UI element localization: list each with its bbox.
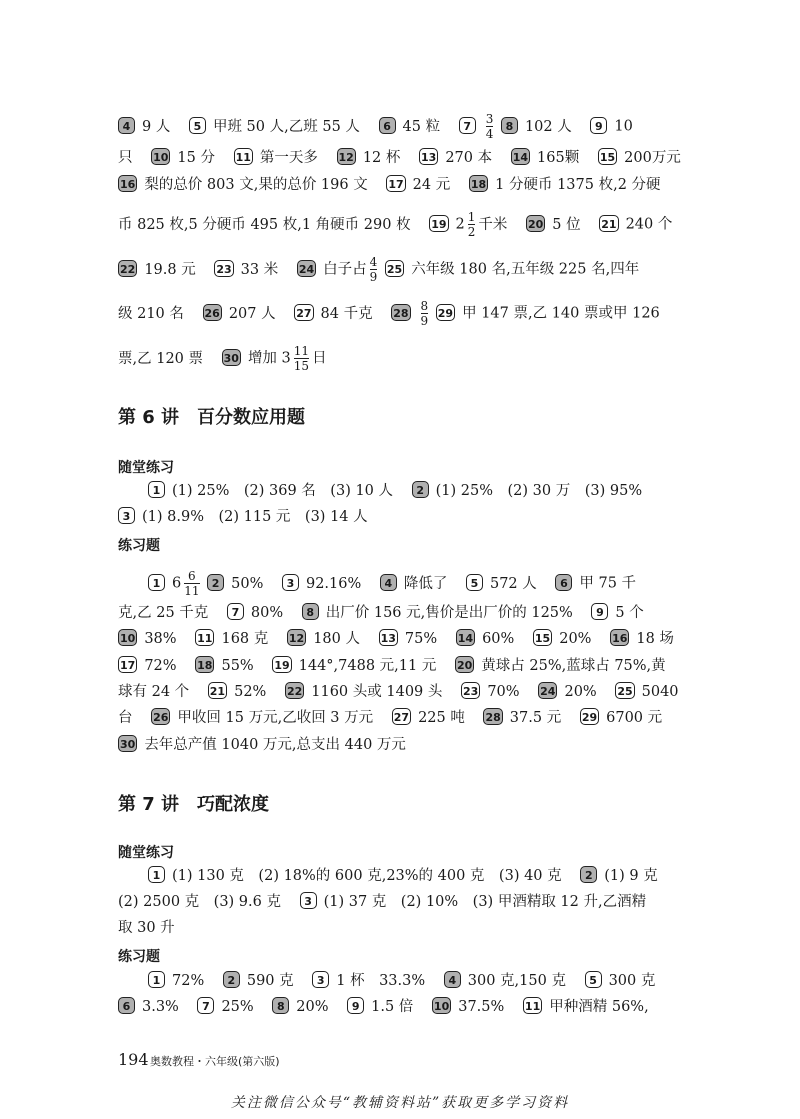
answer-text: (1) 8.9% (2) 115 元 (3) 14 人 (142, 509, 368, 525)
answer-number: 28 (391, 304, 410, 321)
answer-number: 6 (118, 997, 135, 1014)
chapter-7-title: 第 7 讲 巧配浓度 (118, 794, 270, 815)
denominator: 4 (485, 127, 494, 141)
answer-text: 级 210 名 (118, 305, 184, 322)
answer-number: 12 (287, 629, 306, 646)
answer-text: 3.3% (142, 999, 179, 1015)
numerator: 1 (467, 210, 476, 224)
answer-text: 572 人 (489, 575, 537, 592)
answer-number: 12 (337, 148, 356, 165)
ch6-exercise-line-2 (118, 603, 644, 623)
answer-text: 15 分 (177, 150, 215, 166)
answer-text: 12 杯 (362, 150, 401, 166)
answer-text: 球有 24 个 (118, 684, 190, 700)
numerator: 3 (485, 112, 494, 126)
answer-number: 7 (227, 603, 244, 620)
answer-number: 9 (591, 603, 608, 620)
answer-number: 11 (523, 997, 542, 1014)
answer-number: 2 (223, 971, 240, 988)
answer-number: 1 (148, 971, 165, 988)
answer-text: 240 个 (625, 216, 673, 233)
answer-number: 7 (459, 117, 476, 134)
answer-text: (1) 9 克 (604, 868, 658, 884)
answer-number: 17 (386, 175, 405, 192)
answer-text: 37.5% (458, 999, 505, 1015)
answer-number: 23 (461, 682, 480, 699)
answer-unit: 日 (312, 350, 327, 367)
answer-number: 20 (526, 215, 545, 232)
answer-number: 29 (580, 708, 599, 725)
answer-text: 5 位 (552, 216, 581, 233)
prev-line-4 (118, 210, 672, 239)
answer-number: 15 (598, 148, 617, 165)
answer-text: 207 人 (228, 305, 276, 322)
answer-number: 3 (312, 971, 329, 988)
answer-number: 19 (272, 656, 291, 673)
numerator: 8 (420, 299, 429, 313)
answer-text: (1) 37 克 (2) 10% (3) 甲酒精取 12 升,乙酒精 (323, 894, 647, 910)
answer-text: 取 30 升 (118, 920, 175, 936)
answer-text: 5040 (641, 684, 679, 700)
answer-number: 14 (456, 629, 475, 646)
ch7-practice-line-1 (148, 866, 658, 886)
answer-number: 5 (585, 971, 602, 988)
denominator: 2 (467, 225, 476, 239)
ch6-practice-line-2 (118, 507, 368, 527)
answer-text: 300 克,150 克 (467, 973, 566, 989)
fraction (294, 344, 309, 373)
answer-number: 8 (272, 997, 289, 1014)
mixed-whole: 2 (455, 216, 465, 233)
answer-number: 10 (118, 629, 137, 646)
answer-number: 4 (380, 574, 397, 591)
answer-text: 出厂价 156 元,售价是出厂价的 125% (325, 605, 573, 621)
prev-line-1 (118, 112, 633, 141)
answer-text: 72% (172, 973, 205, 989)
answer-text: 25% (221, 999, 254, 1015)
answer-text: 72% (144, 658, 177, 674)
answer-text: 70% (487, 684, 520, 700)
answer-text: 18 场 (636, 631, 674, 647)
page-number: 194 (118, 1050, 149, 1069)
answer-number: 27 (392, 708, 411, 725)
answer-number: 21 (599, 215, 618, 232)
answer-text: 200万元 (624, 150, 681, 166)
ch6-exercise-line-5 (118, 682, 679, 702)
answer-number: 1 (148, 481, 165, 498)
prev-line-2 (118, 148, 681, 168)
prev-line-6 (118, 299, 660, 328)
answer-text: 1 杯 33.3% (336, 973, 426, 989)
answer-number: 22 (118, 260, 137, 277)
numerator: 11 (293, 344, 310, 358)
answer-number: 11 (234, 148, 253, 165)
answer-text: 台 (118, 710, 133, 726)
answer-text: 甲种酒精 56%, (549, 999, 649, 1015)
answer-number: 2 (580, 866, 597, 883)
answer-text: 60% (482, 631, 515, 647)
answer-number: 5 (189, 117, 206, 134)
answer-text: 20% (559, 631, 592, 647)
answer-text: 590 克 (246, 973, 294, 989)
fraction (468, 210, 476, 239)
answer-number: 26 (203, 304, 222, 321)
answer-number: 4 (444, 971, 461, 988)
answer-text: (1) 25% (2) 30 万 (3) 95% (435, 483, 643, 499)
ch7-exercises-heading: 练习题 (118, 949, 160, 965)
answer-text: 19.8 元 (144, 261, 196, 278)
answer-number: 13 (419, 148, 438, 165)
answer-unit: 千米 (478, 216, 508, 233)
ch6-in-class-practice-heading: 随堂练习 (118, 460, 174, 476)
answer-number: 30 (118, 735, 137, 752)
answer-number: 16 (610, 629, 629, 646)
denominator: 9 (420, 314, 429, 328)
answer-text: 80% (250, 605, 284, 621)
answer-text: 甲收回 15 万元,乙收回 3 万元 (177, 710, 374, 726)
answer-number: 11 (195, 629, 214, 646)
answer-text: 1 分硬币 1375 枚,2 分硬 (495, 177, 661, 193)
answer-number: 4 (118, 117, 135, 134)
answer-number: 24 (538, 682, 557, 699)
answer-text: 270 本 (445, 150, 493, 166)
answer-text: 10 (614, 118, 633, 135)
answer-text: 9 人 (142, 118, 171, 135)
answer-text: 梨的总价 803 文,果的总价 196 文 (144, 177, 368, 193)
denominator: 9 (369, 270, 378, 284)
answer-number: 17 (118, 656, 137, 673)
denominator: 15 (293, 359, 310, 373)
answer-number: 20 (455, 656, 474, 673)
answer-number: 23 (214, 260, 233, 277)
answer-number: 21 (208, 682, 227, 699)
answer-number: 2 (412, 481, 429, 498)
answer-text: 92.16% (305, 575, 362, 592)
answer-text: 币 825 枚,5 分硬币 495 枚,1 角硬币 290 枚 (118, 216, 411, 233)
answer-number: 22 (285, 682, 304, 699)
answer-number: 10 (151, 148, 170, 165)
answer-text: 黄球占 25%,蓝球占 75%,黄 (481, 658, 666, 674)
book-title: 奥数教程・六年级(第六版) (150, 1055, 280, 1068)
ch7-practice-line-2 (118, 892, 646, 912)
answer-text: 白子占 (323, 261, 367, 278)
answer-number: 6 (379, 117, 396, 134)
answer-text: 1.5 倍 (371, 999, 414, 1015)
answer-text: 第一天多 (259, 150, 318, 166)
ch6-exercise-line-7 (118, 735, 406, 755)
answer-number: 25 (615, 682, 634, 699)
chapter-6-title: 第 6 讲 百分数应用题 (118, 407, 306, 428)
answer-text: 55% (221, 658, 254, 674)
answer-number: 3 (118, 507, 135, 524)
answer-number: 7 (197, 997, 214, 1014)
ch7-in-class-practice-heading: 随堂练习 (118, 845, 174, 861)
fraction (421, 299, 429, 328)
answer-number: 13 (379, 629, 398, 646)
ch7-exercise-line-1 (148, 971, 655, 991)
answer-number: 18 (195, 656, 214, 673)
answer-text: 24 元 (412, 177, 451, 193)
answer-text: (2) 2500 克 (3) 9.6 克 (118, 894, 281, 910)
answer-number: 14 (511, 148, 530, 165)
answer-number: 19 (429, 215, 448, 232)
answer-text: 20% (564, 684, 597, 700)
prev-line-7 (118, 344, 327, 373)
answer-text: 300 克 (608, 973, 656, 989)
watermark-text: 关注微信公众号“教辅资料站”获取更多学习资料 (230, 1095, 570, 1111)
mixed-whole: 6 (172, 575, 182, 592)
answer-text: (1) 25% (2) 369 名 (3) 10 人 (172, 483, 394, 499)
answer-number: 25 (385, 260, 404, 277)
answer-text: 6700 元 (606, 710, 663, 726)
ch6-exercise-line-3 (118, 629, 674, 649)
fraction (486, 112, 494, 141)
answer-number: 3 (300, 892, 317, 909)
answer-text: 75% (404, 631, 438, 647)
answer-text: 克,乙 25 千克 (118, 605, 209, 621)
answer-number: 1 (148, 866, 165, 883)
ch7-exercise-line-2 (118, 997, 649, 1017)
answer-text: 票,乙 120 票 (118, 350, 204, 367)
answer-text: 165颗 (537, 150, 580, 166)
answer-number: 8 (501, 117, 518, 134)
answer-text: (1) 130 克 (2) 18%的 600 克,23%的 400 克 (3) 40 克 (172, 868, 562, 884)
answer-number: 29 (436, 304, 455, 321)
answer-text: 20% (296, 999, 329, 1015)
answer-number: 6 (555, 574, 572, 591)
answer-text: 甲班 50 人,乙班 55 人 (212, 118, 360, 135)
answer-text: 六年级 180 名,五年级 225 名,四年 (411, 261, 640, 278)
ch6-exercise-line-4 (118, 656, 666, 676)
ch7-practice-line-3 (118, 918, 175, 938)
answer-text: 增加 3 (247, 350, 291, 367)
answer-number: 3 (282, 574, 299, 591)
answer-text: 180 人 (313, 631, 360, 647)
ch6-exercises-heading: 练习题 (118, 538, 160, 554)
answer-text: 168 克 (221, 631, 269, 647)
answer-text: 1160 头或 1409 头 (311, 684, 443, 700)
ch6-practice-line-1 (148, 481, 642, 501)
fraction (370, 255, 378, 284)
answer-text: 225 吨 (418, 710, 465, 726)
answer-number: 10 (432, 997, 451, 1014)
answer-number: 1 (148, 574, 165, 591)
answer-text: 甲 147 票,乙 140 票或甲 126 (462, 305, 660, 322)
answer-number: 30 (222, 349, 241, 366)
answer-text: 甲 75 千 (579, 575, 637, 592)
answer-number: 2 (207, 574, 224, 591)
answer-text: 去年总产值 1040 万元,总支出 440 万元 (144, 737, 406, 753)
answer-text: 37.5 元 (509, 710, 562, 726)
ch6-exercise-line-1 (148, 569, 636, 598)
answer-number: 9 (347, 997, 364, 1014)
answer-text: 84 千克 (320, 305, 373, 322)
answer-number: 9 (590, 117, 607, 134)
answer-text: 5 个 (615, 605, 644, 621)
answer-number: 18 (469, 175, 488, 192)
answer-text: 33 米 (240, 261, 279, 278)
answer-number: 8 (302, 603, 319, 620)
answer-number: 24 (297, 260, 316, 277)
answer-number: 26 (151, 708, 170, 725)
fraction (184, 569, 199, 598)
answer-text: 38% (144, 631, 177, 647)
answer-text: 50% (231, 575, 264, 592)
ch6-exercise-line-6 (118, 708, 662, 728)
answer-text: 102 人 (524, 118, 572, 135)
answer-text: 45 粒 (402, 118, 441, 135)
answer-text: 只 (118, 150, 133, 166)
answer-number: 15 (533, 629, 552, 646)
answer-number: 16 (118, 175, 137, 192)
answer-number: 5 (466, 574, 483, 591)
denominator: 11 (184, 584, 200, 598)
answer-text: 52% (234, 684, 267, 700)
numerator: 4 (369, 255, 378, 269)
prev-line-5 (118, 255, 639, 284)
numerator: 6 (188, 569, 196, 583)
answer-text: 144°,7488 元,11 元 (298, 658, 437, 674)
prev-line-3 (118, 175, 661, 195)
answer-text: 降低了 (403, 575, 448, 592)
answer-number: 28 (483, 708, 502, 725)
answer-number: 27 (294, 304, 313, 321)
